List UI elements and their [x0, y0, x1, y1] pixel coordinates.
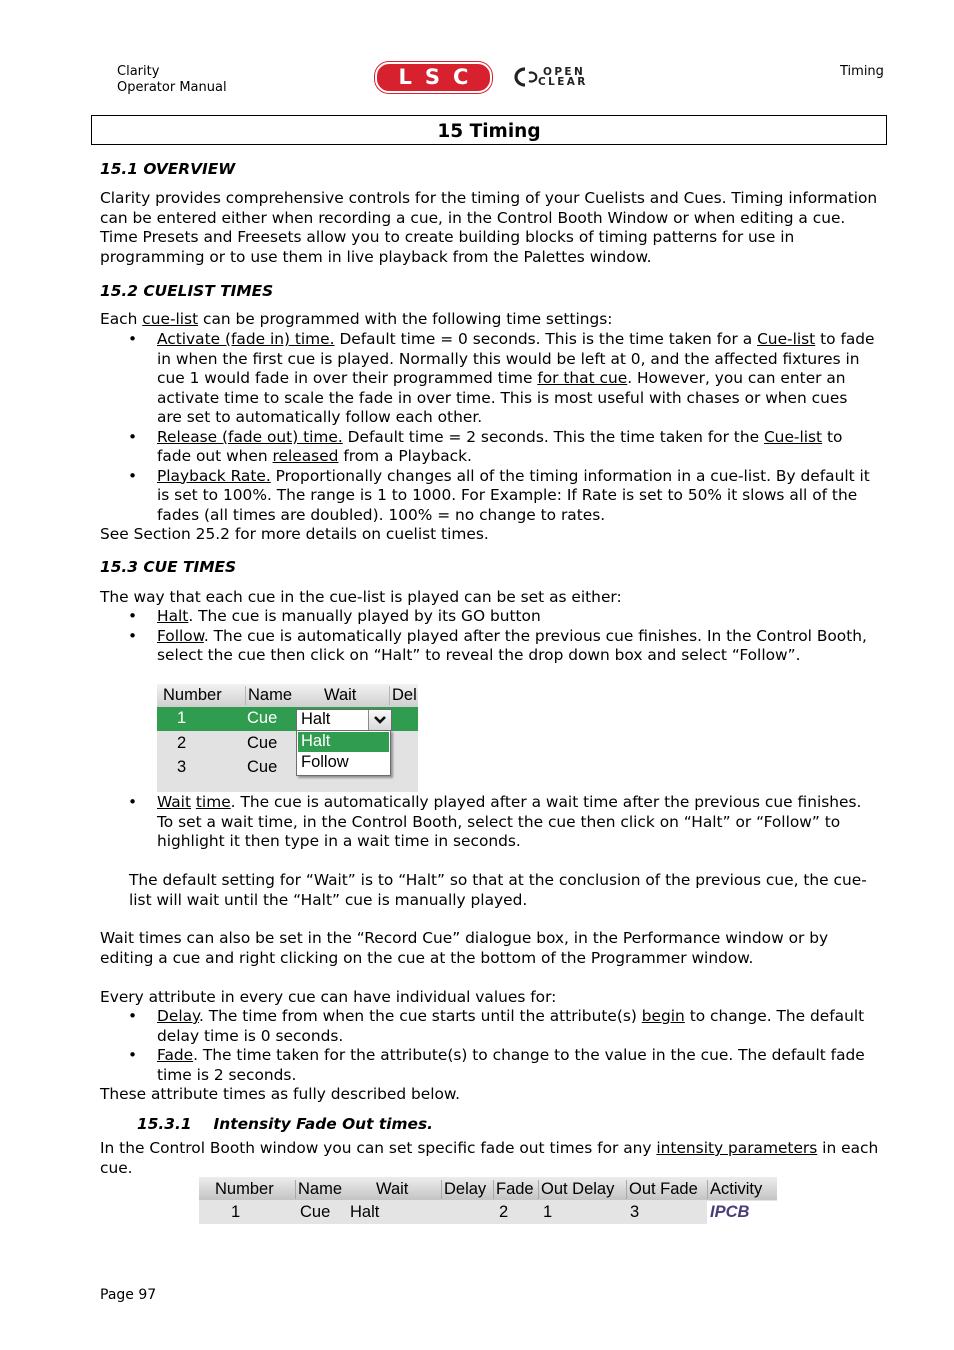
- activate-text-3: . However, you can enter an activate time to scale the fade in over time. This is most useful with chases or when cues are set to automatically follow each other.: [157, 369, 848, 426]
- halt-text: . The cue is manually played by its GO button: [188, 607, 541, 625]
- column-header-name: Name: [295, 1180, 342, 1199]
- cue-number: 1: [177, 709, 187, 727]
- wait-combo-box[interactable]: [296, 709, 392, 731]
- release-text-1: Default time = 2 seconds. This the time taken for the: [342, 427, 764, 446]
- column-header-name: Name: [245, 686, 292, 705]
- chapter-title: 15 Timing: [437, 121, 541, 142]
- cue-name: Cue: [247, 758, 278, 776]
- playback-rate-link[interactable]: Playback Rate.: [157, 466, 271, 485]
- column-header-wait: Wait: [324, 686, 357, 704]
- attribute-times-list: [100, 1007, 876, 1085]
- cuelist-intro-pre: Each: [100, 310, 143, 328]
- cue-out-delay: 1: [543, 1203, 553, 1221]
- list-item: [100, 330, 876, 428]
- cuelist-times-heading: 15.2 CUELIST TIMES: [100, 282, 274, 300]
- overview-paragraph: Clarity provides comprehensive controls for the timing of your Cuelists and Cues. Timing information can be entered either when recording a cue, in the Control Booth Window or when editing a cue. Time Presets and Freesets allow you to create building blocks of timing patterns for use in programming or to use them in live playback from the Palettes window.: [100, 189, 878, 266]
- list-item: [100, 793, 876, 852]
- intensity-fade-heading: [137, 1114, 433, 1134]
- intensity-parameters-link[interactable]: intensity parameters: [656, 1139, 818, 1157]
- release-cue-list-link[interactable]: Cue-list: [763, 427, 823, 446]
- halt-link[interactable]: Halt: [157, 607, 189, 625]
- column-header-number: Number: [215, 1180, 274, 1198]
- cue-wait: Halt: [350, 1203, 380, 1221]
- wait-times-note: Wait times can also be set in the “Record Cue” dialogue box, in the Performance window or by editing a cue and right clicking on the cue at the bottom of the Programmer window.: [100, 929, 829, 967]
- wait-combo-value: Halt: [301, 710, 331, 728]
- screenshot-header-row: [157, 684, 418, 707]
- cuelist-see-also: See Section 25.2 for more details on cuelist times.: [100, 525, 489, 543]
- begin-link[interactable]: begin: [641, 1007, 685, 1025]
- release-text-2: to fade out when: [157, 427, 843, 465]
- intensity-fade-paragraph: [100, 1139, 880, 1178]
- column-header-number: Number: [163, 686, 222, 704]
- cue-number: 3: [177, 758, 187, 776]
- cue-fade: 2: [499, 1203, 509, 1221]
- header-product: Clarity: [117, 64, 160, 79]
- intensity-fade-heading-text: Intensity Fade Out times.: [213, 1115, 433, 1133]
- dropdown-option-follow[interactable]: [298, 753, 389, 773]
- dropdown-option-halt[interactable]: [298, 732, 389, 752]
- chevron-down-icon: [369, 710, 391, 730]
- intensity-fade-heading-number: 15.3.1: [137, 1115, 192, 1133]
- fade-text: . The time taken for the attribute(s) to change to the value in the cue. The default fade time is 2 seconds.: [157, 1046, 865, 1084]
- attribute-outro: These attribute times as fully described below.: [100, 1085, 460, 1103]
- lsc-logo-text: LSC: [398, 65, 482, 89]
- cue-times-heading: 15.3 CUE TIMES: [100, 558, 237, 576]
- cue-list-link[interactable]: cue-list: [142, 310, 199, 328]
- intensity-fade-post: in each cue.: [100, 1139, 879, 1177]
- delay-text-1: . The time from when the cue starts until the attribute(s): [198, 1007, 642, 1025]
- column-header-fade: Fade: [493, 1180, 534, 1199]
- time-link[interactable]: time: [195, 793, 231, 811]
- wait-text: . The cue is automatically played after a wait time after the previous cue finishes. To set a wait time, in the Control Booth, select the cue then click on “Halt” or “Follow” to highlight it then type in a wait time in seconds.: [157, 793, 862, 850]
- activity-cell: [707, 1201, 777, 1224]
- header-manual: Operator Manual: [117, 80, 227, 95]
- list-item: [100, 607, 876, 627]
- cuelist-intro-post: can be programmed with the following time settings:: [198, 310, 613, 328]
- cue-times-list-a: [100, 607, 876, 666]
- column-header-out-delay: Out Delay: [538, 1180, 614, 1199]
- openclear-logo: [511, 66, 611, 88]
- intensity-fade-pre: In the Control Booth window you can set specific fade out times for any: [100, 1139, 657, 1157]
- dropdown-option-label: Follow: [301, 753, 349, 771]
- playback-rate-text: Proportionally changes all of the timing information in a cue-list. By default it is set to 100%. The range is 1 to 1000. For Example: If Rate is set to 50% it slows all of the fades (all times are doubled). 100% = no change to rates.: [157, 466, 870, 524]
- screenshot-header-row: [199, 1177, 777, 1200]
- column-header-delay: Del: [389, 686, 417, 705]
- overview-heading: 15.1 OVERVIEW: [100, 160, 236, 178]
- cue-name: Cue: [247, 709, 278, 727]
- header-section: Timing: [840, 64, 884, 79]
- cue-times-intro: The way that each cue in the cue-list is played can be set as either:: [100, 588, 622, 606]
- chapter-title-box: [91, 115, 887, 145]
- dropdown-option-label: Halt: [301, 732, 331, 750]
- cue-out-fade: 3: [630, 1203, 640, 1221]
- cuelist-time-list: [100, 330, 876, 525]
- fade-link[interactable]: Fade: [157, 1046, 194, 1064]
- default-wait-note: The default setting for “Wait” is to “Halt” so that at the conclusion of the previous cue, the cue-list will wait until the “Halt” cue is manually played.: [129, 871, 867, 909]
- list-item: [100, 428, 876, 467]
- activate-text-2: to fade in when the first cue is played. Normally this would be left at 0, and the affected fixtures in cue 1 would fade in over their programmed time: [157, 330, 875, 387]
- delay-text-2: to change. The default delay time is 0 seconds.: [157, 1007, 865, 1045]
- column-header-wait: Wait: [376, 1180, 409, 1198]
- cue-activity: IPCB: [710, 1203, 750, 1221]
- openclear-swoosh-icon: [511, 66, 541, 88]
- cue-times-list-b: [100, 793, 876, 852]
- activate-cue-list-link[interactable]: Cue-list: [757, 330, 816, 348]
- list-item: [100, 467, 876, 526]
- delay-link[interactable]: Delay: [157, 1007, 199, 1025]
- list-item: [100, 627, 876, 666]
- for-that-cue-link[interactable]: for that cue: [537, 369, 628, 387]
- activate-time-link[interactable]: Activate (fade in) time.: [157, 330, 335, 348]
- lsc-logo: [375, 62, 492, 93]
- fade-out-screenshot: [199, 1177, 777, 1224]
- column-header-out-fade: Out Fade: [626, 1180, 698, 1199]
- attribute-intro: Every attribute in every cue can have individual values for:: [100, 988, 557, 1006]
- list-item: [100, 1007, 876, 1046]
- release-text-3: from a Playback.: [338, 447, 472, 465]
- combo-arrow-button[interactable]: [368, 710, 391, 730]
- wait-link[interactable]: Wait: [157, 793, 191, 811]
- cue-name: Cue: [247, 734, 278, 752]
- column-header-delay: Delay: [441, 1180, 486, 1199]
- page-number: Page 97: [100, 1287, 157, 1303]
- wait-dropdown-list: [296, 730, 391, 776]
- follow-link[interactable]: Follow: [157, 626, 204, 645]
- released-link[interactable]: released: [272, 447, 339, 465]
- column-header-activity: Activity: [707, 1180, 762, 1199]
- table-row[interactable]: [199, 1201, 777, 1224]
- follow-text: . The cue is automatically played after the previous cue finishes. In the Control Booth, select the cue then click on “Halt” to reveal the drop down box and select “Follow”.: [157, 626, 867, 664]
- cue-number: 1: [231, 1203, 241, 1221]
- openclear-open-text: OPEN: [543, 66, 586, 78]
- cue-number: 2: [177, 734, 187, 752]
- cue-name: Cue: [300, 1203, 331, 1221]
- wait-dropdown-screenshot: [157, 684, 418, 792]
- release-time-link[interactable]: Release (fade out) time.: [157, 427, 343, 446]
- list-item: [100, 1046, 876, 1085]
- cuelist-intro: [100, 310, 880, 330]
- activate-text-1: Default time = 0 seconds. This is the time taken for a: [334, 330, 758, 348]
- openclear-clear-text: CLEAR: [538, 76, 588, 88]
